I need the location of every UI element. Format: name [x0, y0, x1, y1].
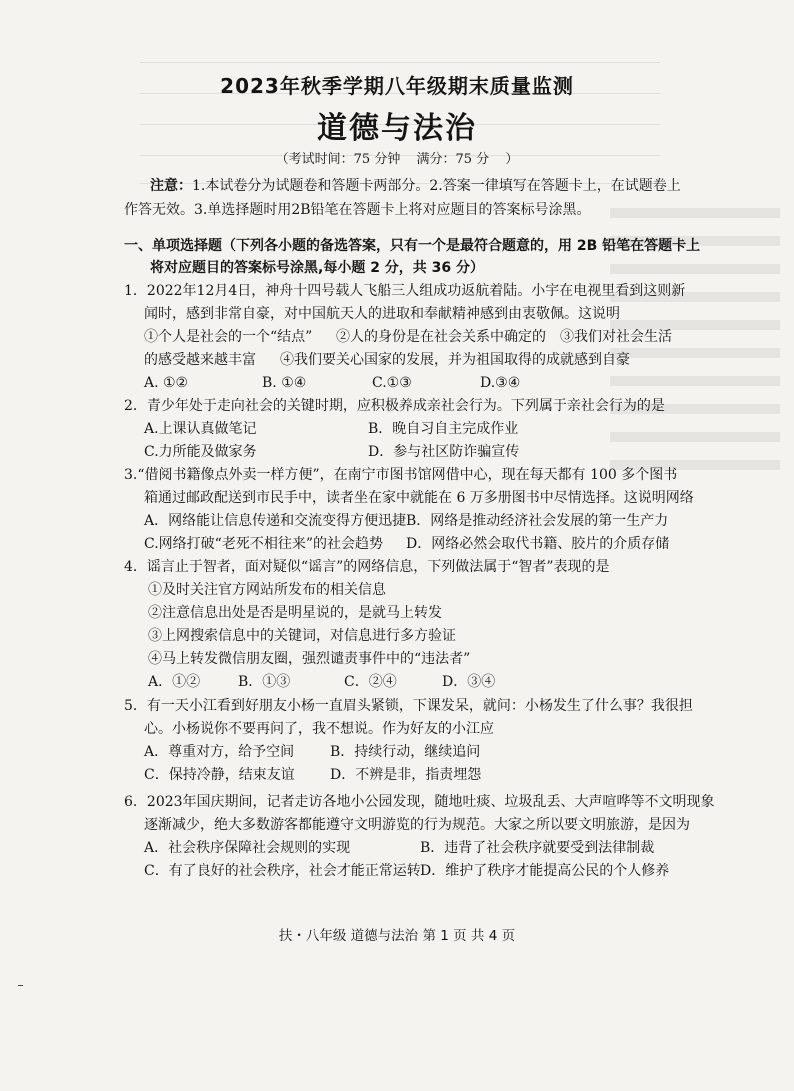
q6-option-a: A．社会秩序保障社会规则的实现	[144, 840, 351, 856]
q5-stem-1: 5．有一天小江看到好朋友小杨一直眉头紧锁，下课发呆，就问：小杨发生了什么事？我很担	[124, 698, 693, 714]
q4-option-a: A．①②	[148, 674, 201, 690]
q6-stem-2: 逐渐减少，绝大多数游客都能遵守文明游览的行为规范。大家之所以要文明旅游，是因为	[144, 817, 690, 833]
q1-option-a: A. ①②	[144, 375, 189, 391]
q1-statement-1: ①个人是社会的一个“结点”	[144, 329, 313, 345]
q5-option-c: C．保持冷静，结束友谊	[144, 767, 295, 783]
q3-stem-1: 3.“借阅书籍像点外卖一样方便”，在南宁市图书馆网借中心，现在每天都有 100 多个图书	[124, 467, 678, 483]
q4-stem: 4．谣言止于智者，面对疑似“谣言”的网络信息，下列做法属于“智者”表现的是	[124, 559, 610, 575]
q5-option-a: A．尊重对方，给予空间	[144, 744, 295, 760]
q2-option-a: A.上课认真做笔记	[144, 421, 257, 437]
q3-stem-2: 箱通过邮政配送到市民手中，读者坐在家中就能在 6 万多册图书中尽情选择。这说明网络	[144, 490, 694, 506]
q6-option-d: D．维护了秩序才能提高公民的个人修养	[420, 863, 670, 879]
section-heading-2: 将对应题目的答案标号涂黑,每小题 2 分，共 36 分）	[150, 260, 485, 276]
exam-meta	[0, 148, 794, 167]
q1-stem-2: 闻时，感到非常自豪，对中国航天人的进取和奉献精神感到由衷敬佩。这说明	[144, 306, 620, 322]
exam-title: 2023年秋季学期八年级期末质量监测	[220, 74, 574, 98]
q3-option-b: B．网络是推动经济社会发展的第一生产力	[406, 513, 669, 529]
q6-option-b: B．违背了社会秩序就要受到法律制裁	[420, 840, 655, 856]
q6-option-c: C．有了良好的社会秩序，社会才能正常运转	[144, 863, 421, 879]
subject-title: 道德与法治	[317, 111, 477, 146]
q1-statement-2: ②人的身份是在社会关系中确定的	[336, 329, 546, 345]
q3-option-d: D．网络必然会取代书籍、胶片的介质存储	[406, 536, 670, 552]
notice-line-2: 作答无效。3.单选择题时用2B铅笔在答题卡上将对应题目的答案标号涂黑。	[124, 202, 591, 218]
q4-option-c: C．②④	[344, 674, 397, 690]
q5-option-d: D．不辨是非，指责埋怨	[330, 767, 482, 783]
q1-stem-1: 1．2022年12月4日，神舟十四号载人飞船三人组成功返航着陆。小宇在电视里看到这则新	[124, 283, 686, 299]
notice-label: 注意：	[150, 178, 192, 194]
full-score: 满分：75 分	[416, 152, 490, 167]
q1-statement-3-cont: 的感受越来越丰富	[144, 352, 256, 368]
meta-close: ）	[505, 152, 519, 167]
q4-statement-1: ①及时关注官方网站所发布的相关信息	[148, 582, 386, 598]
q5-option-b: B．持续行动，继续追问	[330, 744, 481, 760]
q6-stem-1: 6．2023年国庆期间，记者走访各地小公园发现，随地吐痰、垃圾乱丢、大声喧哗等不文明现象	[124, 794, 715, 810]
q4-statement-3: ③上网搜索信息中的关键词，对信息进行多方验证	[148, 628, 456, 644]
q3-option-a: A．网络能让信息传递和交流变得方便迅捷	[144, 513, 407, 529]
q2-option-b: B．晚自习自主完成作业	[368, 421, 519, 437]
q4-statement-4: ④马上转发微信朋友圈，强烈谴责事件中的“违法者”	[148, 651, 471, 667]
q1-option-c: C.①③	[372, 375, 412, 391]
exam-time: （考试时间：75 分钟	[275, 152, 401, 167]
q4-option-d: D．③④	[442, 674, 496, 690]
scan-mark	[18, 985, 23, 986]
notice-line-1: 注意：1.本试卷分为试题卷和答题卡两部分。2.答案一律填写在答题卡上，在试题卷上	[150, 178, 681, 194]
q4-statement-2: ②注意信息出处是否是明星说的，是就马上转发	[148, 605, 442, 621]
q1-statement-3: ③我们对社会生活	[560, 329, 672, 345]
q1-statement-4: ④我们要关心国家的发展，并为祖国取得的成就感到自豪	[280, 352, 630, 368]
section-heading-1: 一、单项选择题（下列各小题的备选答案，只有一个是最符合题意的，用 2B 铅笔在答题卡上	[124, 238, 701, 254]
q2-option-c: C.力所能及做家务	[144, 444, 257, 460]
q2-stem: 2．青少年处于走向社会的关键时期，应积极养成亲社会行为。下列属于亲社会行为的是	[124, 398, 665, 414]
q3-option-c: C.网络打破“老死不相往来”的社会趋势	[144, 536, 383, 552]
page-footer: 扶・八年级 道德与法治 第 1 页 共 4 页	[278, 928, 516, 944]
q4-option-b: B．①③	[238, 674, 291, 690]
q1-option-b: B. ①④	[262, 375, 307, 391]
q5-stem-2: 心。小杨说你不要再问了，我不想说。作为好友的小江应	[144, 721, 494, 737]
q1-option-d: D.③④	[480, 375, 521, 391]
q2-option-d: D．参与社区防诈骗宣传	[368, 444, 520, 460]
